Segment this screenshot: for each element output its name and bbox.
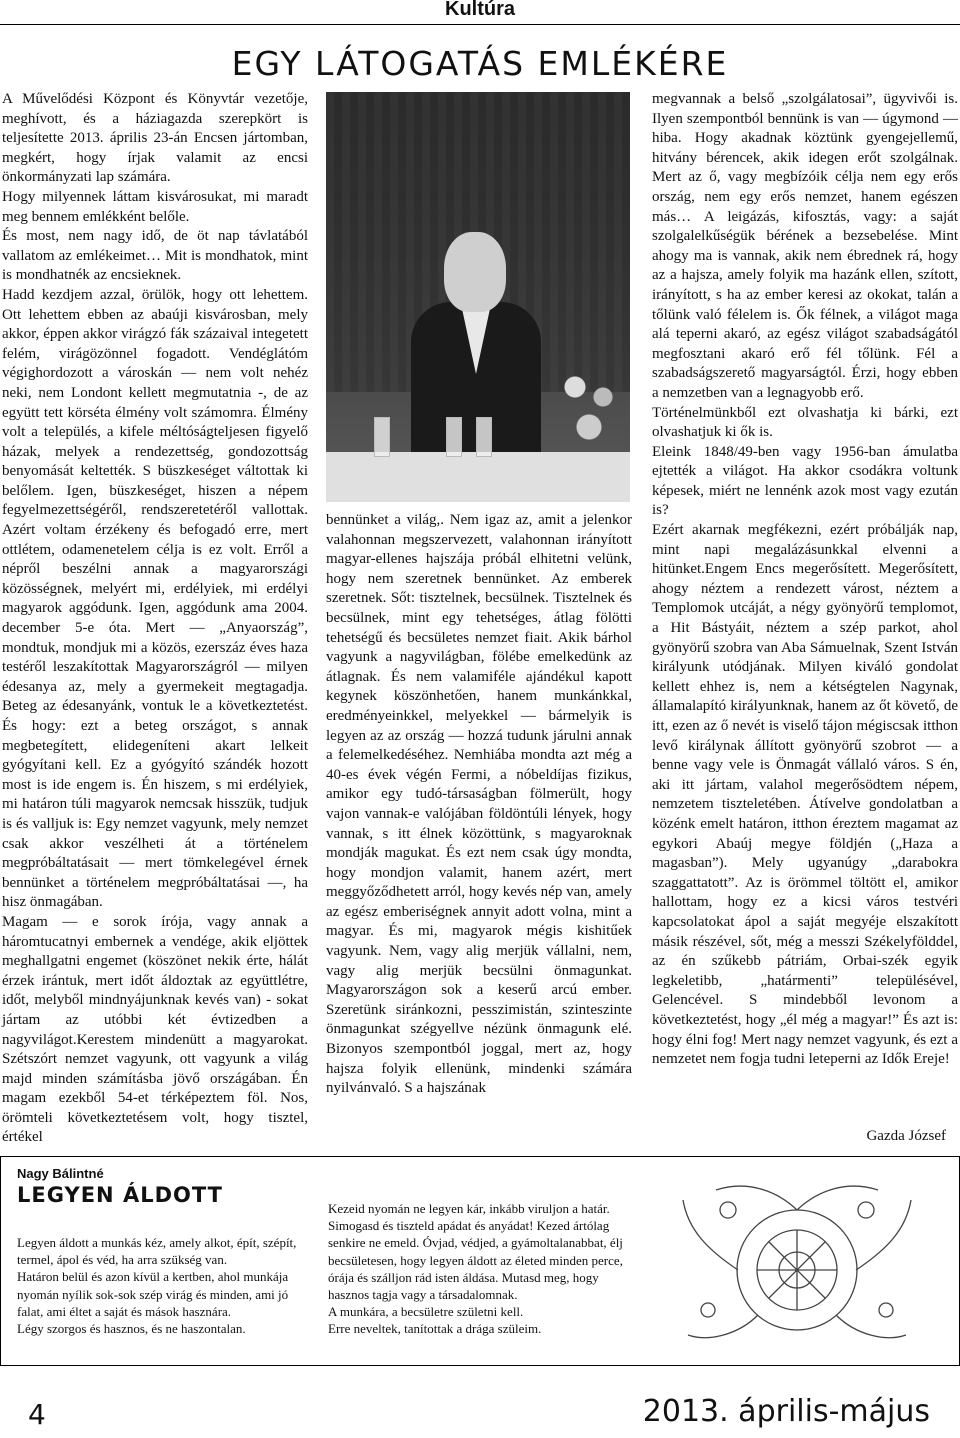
poem-text-middle — [328, 1200, 624, 1338]
speaker-photo — [326, 92, 630, 502]
photo-glass — [374, 417, 390, 457]
article-column-middle — [326, 511, 632, 1099]
poem-title: LEGYEN ÁLDOTT — [17, 1183, 223, 1207]
article-column-right — [652, 90, 958, 1070]
header-rule — [0, 24, 960, 25]
article-column-left — [2, 90, 308, 1148]
issue-date: 2013. április-május — [642, 1394, 930, 1429]
poem-line: Erre neveltek, tanítottak a drága szüleim. — [328, 1321, 542, 1337]
page-header — [0, 0, 960, 30]
poem-line: Légy szorgos és hasznos, és ne haszontalan. — [17, 1321, 246, 1337]
article-author: Gazda József — [866, 1128, 946, 1144]
poem-author: Nagy Bálintné — [17, 1166, 104, 1181]
poem-line: A munkára, a becsületre születni kell. — [328, 1304, 524, 1320]
poem-line: Határon belül és azon kívül a kertben, ahol munkája nyomán nyílik sok-sok szép virág és minden, ami jó falat, ami éltet a saját és mások hasznára. — [17, 1269, 289, 1319]
photo-glass — [446, 417, 462, 457]
paragraph: Ezért akarnak megfékezni, ezért próbálják nap, mint napi megalázásunkkal elvenni a hitünket.Engem Encs megerősített. Megerősített, ahogy néztem a rendezett várost, néztem a Templomok utcáját, a négy gyönyörű templomot, a Hit Bástyáit, néztem a szép parkot, ahol gyönyörű szobra van Aba Sámuelnak, Szent István királyunk utódjának. Milyen kiváló gondolat kellett ehhez is, nem a kétségtelen Nagynak, államalapító királyunknak, hanem az őt követő, de itt, ezen az ő nevét is viselő tájon mégiscsak itthon levő királynak állított gyönyörű szobrot — a benne vagy vele is Önmagát vállaló város. S én, aki itt jártam, valahol megerősödtem népem, nemzetem tiszteletében. Átívelve gondolatban a közénk emelt határon, itthon éreztem magamat az egykori Abaúj megye földjén („Haza a magasban”). Mely ugyanúgy „darabokra szaggattatott”. Az is örömmel töltött el, amikor hallottam, hogy ez a kicsi város testvéri kapcsolatokat ápol a saját megyéje elszakított másik részével, sőt, még a messzi Székelyfölddel, az én szűkebb pátriám, Orbai-szék egyik legkeletibb, „határmenti” településével, Gelencével. S mindebből levonom a következtetést, hogy „él még a magyar!” És azt is: hogy élni fog! Mert nagy nemzet vagyunk, és ezt a nemzetet nem fogja tudni leteperni az Idők Ereje! — [652, 522, 958, 1068]
paragraph: megvannak a belső „szolgálatosai”, ügyvivői is. Ilyen szempontból bennünk is van — úgymond — hiba. Hogy akadnak köztünk gyengejellemű, hitvány bérencek, akik idegen erőt szolgálnak. Mert az ő, vagy megbízóik célja nem egy erős ország, nem egy erős nemzet, hanem egészen más… A leigázás, kifosztás, vagy: a saját szolgalelkűségük bérének a bezsebelése. Mint ahogy ma is vannak, akik nem ébrednek rá, hogy az a hajsza, amely folyik ma hazánk ellen, szított, irányított, s ha az ember keresi az okokat, talán a tőlünk való félelem is. Ők félnek, a világot maga alá teperni akaró, az egész világot szabadságától megfosztani akaró erő fél tőlünk. Fél a szabadságszerető magyarságtól. Érzi, hogy ebben a nemzetben van a legnagyobb erő. — [652, 91, 958, 401]
photo-glass — [476, 417, 492, 457]
paragraph: Történelmünkből ezt olvashatja ki bárki, ezt olvashatjuk ki ők is. — [652, 404, 958, 441]
floral-ornament-icon — [668, 1170, 926, 1350]
paragraph: bennünket a világ,. Nem igaz az, amit a jelenkor valahonnan megszervezett, valahonnan irányított magyar-ellenes hajszája próbál elhitetni velünk, hogy nem szeretnek bennünket. Az emberek szeretnek. Sőt: tisztelnek, becsülnek. Tisztelnek és becsülnek, mint egy tehetséges, átlag fölötti tehetségű és becsületes nemzet fiait. Akik bárhol vagyunk a nagyvilágban, fölébe emelkedünk az átlagnak. És nem valamiféle ajándékul kapott kegynek köszönhetően, hanem munkánkkal, eredményeinkkel, melyekkel — bármelyik is legyen az az ország — hozzá tudunk járulni annak a felemelkedéséhez. Nemhiába mondta azt még a 40-es évek végén Fermi, a nóbeldíjas fizikus, amikor egy tudó-társaságban fölmerült, hogy vajon vannak-e valójában földöntúli lények, hogy vannak, s itt élnek közöttünk, s magyaroknak mondják magukat. És ezt nem csak úgy mondta, hogy mondjon valamit, hanem azért, mert meggyőződhetett arról, hogy kevés nép van, amely az egész emberiségnek annyit adott volna, mint a magyar. És mi, magyarok mégis kishitűek vagyunk. Nem, vagy alig merjük vállalni, nem, vagy alig merjük becsülni önmagunkat. Magyarországon sok a keserű arcú ember. Szeretünk siránkozni, pesszimistán, szinteszinte önmagunkat szégyellve nézünk önmagunk elé. Bizonyos szempontból joggal, mert az, hogy hajsza folyik ellenünk, mindenki számára nyilvánvaló. S a hajszának — [326, 512, 632, 1097]
paragraph: A Művelődési Központ és Könyvtár vezetője, meghívott, és a háziagazda szerepkört is teljesítette 2013. április 23-án Encsen jártomban, megkért, hogy írjak valamit az encsi önkormányzati lap számára. — [2, 91, 308, 186]
page-number: 4 — [28, 1398, 46, 1431]
photo-flowers — [554, 357, 624, 457]
paragraph: Hogy milyennek láttam kisvárosukat, mi maradt meg bennem emlékként belőle. — [2, 188, 308, 225]
article-title: EGY LÁTOGATÁS EMLÉKÉRE — [231, 44, 729, 83]
poem-text-left — [17, 1234, 307, 1337]
photo-table — [326, 452, 630, 502]
photo-speaker-head — [444, 232, 506, 312]
paragraph: És most, nem nagy idő, de öt nap távlatából vallatom az emlékeimet… Mit is mondhatok, mint is mondhatnék az encsieknek. — [2, 228, 308, 284]
paragraph: Hadd kezdjem azzal, örülök, hogy ott lehettem. Ott lehettem ebben az abaúji kisvárosban, mely akkor, éppen akkor virágzó fák százaival integetett felém, virágözönnel fogadott. Vendéglátóm végighordozott a városkán — nem volt nehéz neki, nem Londont kellett megmutatnia -, de az együtt tett körséta élmény volt számomra. Élmény volt a település, a kifele méltóságteljesen figyelő házak, melyek a rendezettség, gondozottság benyomását keltették. S büszkeséget váltottak ki belőlem. Igen, büszkeséget, hiszen a népem fegyelmezettségéről, rendszeretetéről vallottak. Azért voltam érzékeny és befogadó erre, mert ottlétem, odamenetelem célja is ez volt. Erről a népről beszélni annak a magyarországi közösségnek, melyért mi, erdélyiek, mi erdélyi magyarok aggódunk. Igen, aggódunk ama 2004. december 5-e óta. Mert — „Anyaország”, mondtuk, mondjuk mi a közös, ezerszáz éves haza testéről leszakítottak Magyarországról — milyen édesanya az, mely a gyermekeit megtagadja. Beteg az édesanyánk, vontuk le a következtetést. És hogy: ezt a beteg országot, s annak megbetegített, elidegeníteni akart lelkeit gyógyítani kell. Ez a gyógyító szándék hozott most is ide engem is. Én hiszem, s mi erdélyiek, mi határon túli magyarok nemcsak hisszük, tudjuk is és valljuk is: Egy nemzet vagyunk, mely nemzet csak akkor veszélheti át a történelem megpróbáltatásait — mert tömkelegével érnek bennünket a történelem megpróbáltatásai —, ha hisz önmagában. — [2, 286, 308, 911]
paragraph: Magam — e sorok írója, vagy annak a háromtucatnyi embernek a vendége, akik eljöttek meghallgatni engemet (köszönet nekik érte, hálát érzek irántuk, mert időt áldoztak az együttlétre, időt, melyből mindnyájunknak kevés van) - sokat jártam az utóbbi két évtizedben a nagyvilágot.Kerestem mindenütt a magyarokat. Szétszórt nemzet vagyunk, ott vagyunk a világ majd minden számításba jövő országában. Én magam ezekből 54-et térképeztem föl. Nos, örömteli következtetésem volt, hogy tisztel, értékel — [2, 913, 308, 1146]
poem-line: Legyen áldott a munkás kéz, amely alkot, épít, szépít, termel, ápol és véd, ha arra szükség van. — [17, 1235, 297, 1268]
poem-line: Kezeid nyomán ne legyen kár, inkább viruljon a határ. Simogasd és tiszteld apádat és anyádat! Kezed ártólag senkire ne emeld. Óvjad, védjed, a gyámoltalanabbat, élj becsületesen, hogy legyen áldott az életed minden perce, órája és szálljon rád isten áldása. Mutasd meg, hogy hasznos tagja vagy a társadalomnak. — [328, 1201, 623, 1303]
paragraph: Eleink 1848/49-ben vagy 1956-ban ámulatba ejtették a világot. Ha akkor csodákra voltunk képesek, miért ne lennénk azok most vagy ezután is? — [652, 443, 958, 519]
section-label: Kultúra — [0, 0, 960, 21]
